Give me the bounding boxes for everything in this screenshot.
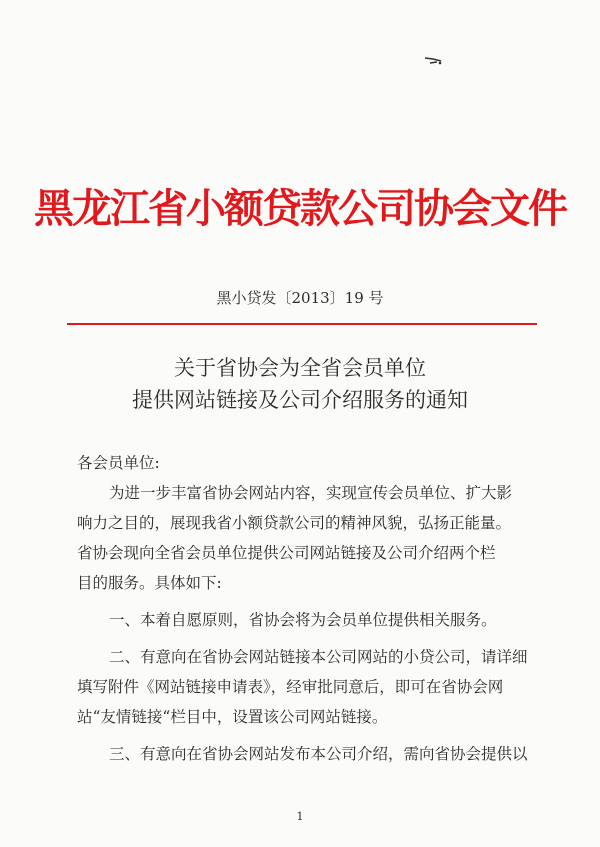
paragraph-1-line-4: 目的服务。具体如下:	[77, 574, 222, 592]
salutation: 各会员单位:	[77, 454, 160, 472]
item-1: 一、本着自愿原则，省协会将为会员单位提供相关服务。	[109, 611, 497, 629]
page-number: 1	[296, 810, 304, 823]
paragraph-1-line-3: 省协会现向全省会员单位提供公司网站链接及公司介绍两个栏	[77, 544, 496, 562]
document-number: 黑小贷发〔2013〕19 号	[216, 289, 384, 307]
item-2-line-3: 站“友情链接“栏目中，设置该公司网站链接。	[77, 708, 388, 726]
paragraph-1-line-2: 响力之目的，展现我省小额贷款公司的精神风貌，弘扬正能量。	[77, 514, 512, 532]
item-2-line-2: 填写附件《网站链接申请表》，经审批同意后，即可在省协会网	[77, 678, 504, 696]
item-3-line-1: 三、有意向在省协会网站发布本公司介绍，需向省协会提供以	[109, 745, 528, 763]
notice-title-line-1: 关于省协会为全省会员单位	[174, 356, 426, 380]
item-2-line-1: 二、有意向在省协会网站链接本公司网站的小贷公司，请详细	[109, 648, 528, 666]
notice-title	[0, 352, 600, 416]
org-document-header: 黑龙江省小额贷款公司协会文件	[34, 186, 566, 232]
ink-mark-icon	[424, 54, 442, 66]
paragraph-1-line-1: 为进一步丰富省协会网站内容，实现宣传会员单位、扩大影	[109, 484, 513, 502]
red-divider-line	[67, 323, 537, 325]
notice-body	[77, 448, 537, 769]
notice-title-line-2: 提供网站链接及公司介绍服务的通知	[132, 388, 468, 412]
